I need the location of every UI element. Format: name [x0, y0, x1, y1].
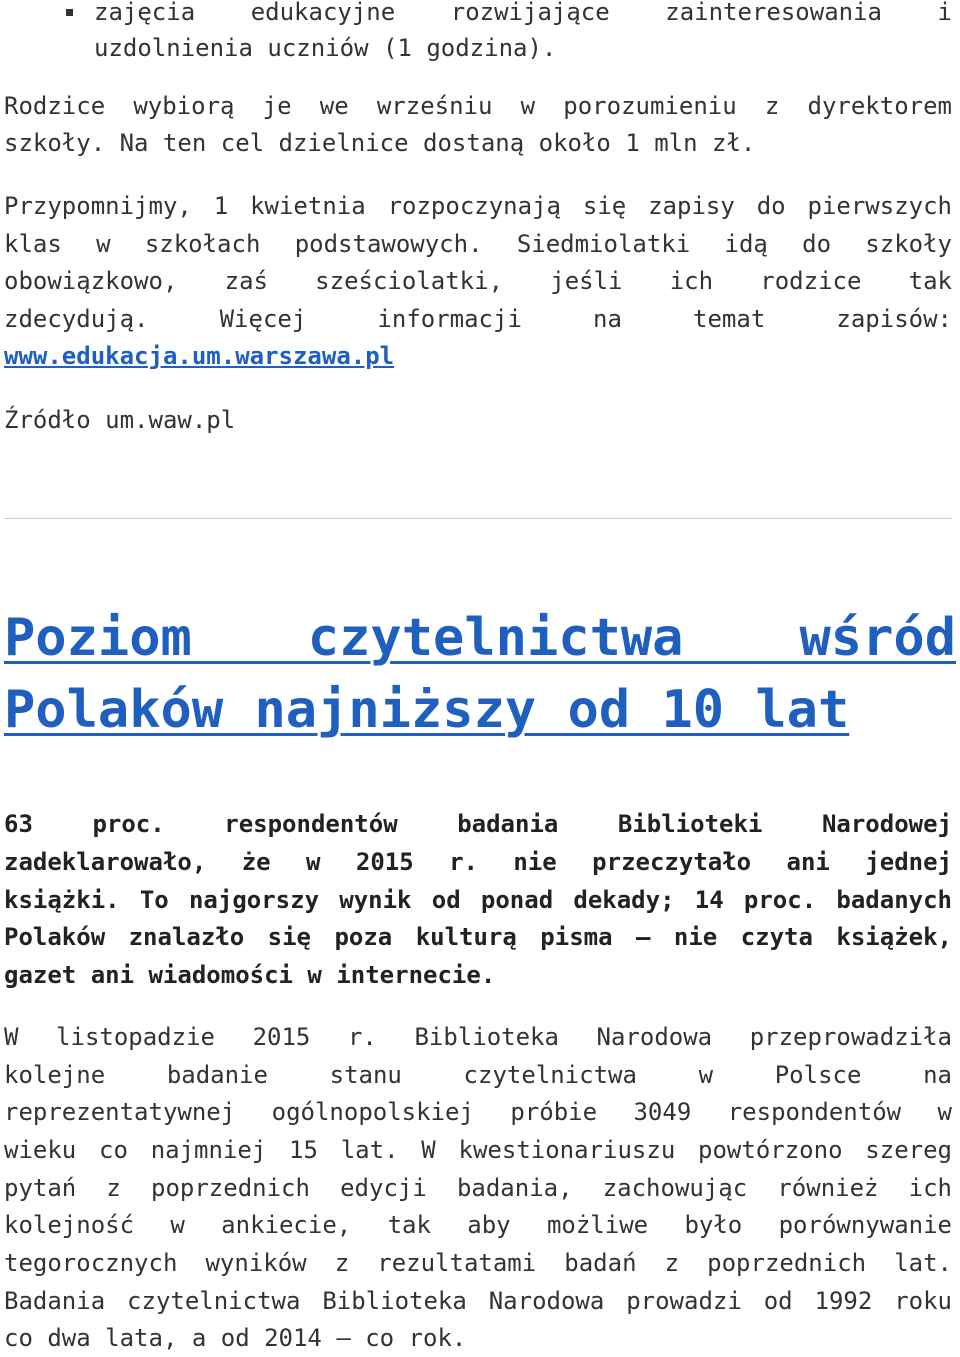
text-line: obowiązkowo, zaś sześciolatki, jeśli ich rodzice tak: [4, 267, 952, 295]
bullet-line-1: zajęcia edukacyjne rozwijające zainteresowania i: [94, 0, 952, 26]
lead-line: zadeklarowało, że w 2015 r. nie przeczytało ani jednej: [4, 848, 952, 876]
text-line: szkoły. Na ten cel dzielnice dostaną około 1 mln zł.: [4, 129, 756, 157]
body-line: kolejne badanie stanu czytelnictwa w Polsce na: [4, 1061, 952, 1089]
text-line: klas w szkołach podstawowych. Siedmiolatki idą do szkoły: [4, 230, 952, 258]
lead-line: książki. To najgorszy wynik od ponad dekady; 14 proc. badanych: [4, 886, 952, 914]
text-line: zdecydują. Więcej informacji na temat zapisów:: [4, 305, 952, 333]
body-line: pytań z poprzednich edycji badania, zachowując również ich: [4, 1174, 952, 1202]
body-line: reprezentatywnej ogólnopolskiej próbie 3049 respondentów w: [4, 1098, 952, 1126]
edukacja-link[interactable]: www.edukacja.um.warszawa.pl: [4, 342, 395, 370]
article-title-link[interactable]: Polaków najniższy od 10 lat: [4, 680, 850, 740]
lead-line: gazet ani wiadomości w internecie.: [4, 961, 496, 989]
text-line: [4, 337, 952, 375]
lead-line: 63 proc. respondentów badania Biblioteki Narodowej: [4, 810, 952, 838]
title-line-1: [4, 602, 956, 674]
lead-line: Polaków znalazło się poza kulturą pisma – nie czyta książek,: [4, 923, 952, 951]
bullet-line-2: uzdolnienia uczniów (1 godzina).: [94, 34, 557, 62]
body-line: co dwa lata, a od 2014 – co rok.: [4, 1324, 467, 1352]
article-title-link[interactable]: Poziom czytelnictwa wśród: [4, 608, 956, 668]
body-line: wieku co najmniej 15 lat. W kwestionariuszu powtórzono szereg: [4, 1136, 952, 1164]
source-note: Źródło um.waw.pl: [4, 406, 236, 434]
text-line: Rodzice wybiorą je we wrześniu w porozumieniu z dyrektorem: [4, 92, 952, 120]
body-line: tegorocznych wyników z rezultatami badań z poprzednich lat.: [4, 1249, 952, 1277]
title-line-2: [4, 674, 956, 746]
body-line: kolejność w ankiecie, tak aby możliwe było porównywanie: [4, 1211, 952, 1239]
body-line: Badania czytelnictwa Biblioteka Narodowa prowadzi od 1992 roku: [4, 1287, 952, 1315]
square-bullet-icon: [66, 9, 73, 16]
section-divider: [4, 518, 952, 519]
text-line: Przypomnijmy, 1 kwietnia rozpoczynają się zapisy do pierwszych: [4, 192, 952, 220]
body-line: W listopadzie 2015 r. Biblioteka Narodowa przeprowadziła: [4, 1023, 952, 1051]
